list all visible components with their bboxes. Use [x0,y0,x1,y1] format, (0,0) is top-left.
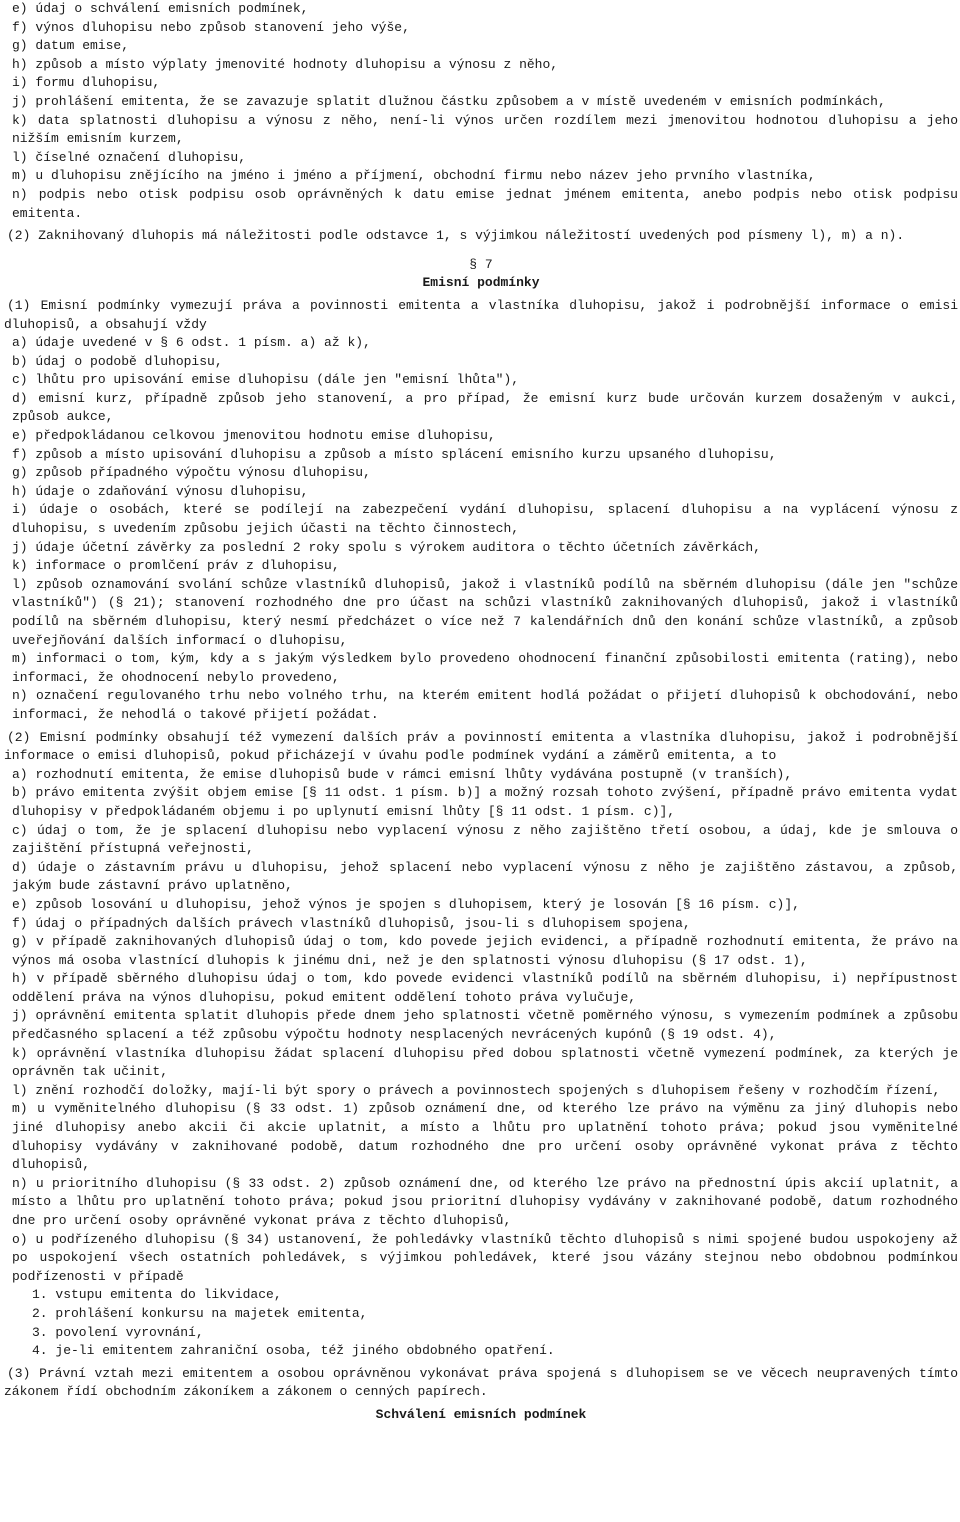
list-item: n) podpis nebo otisk podpisu osob oprávněných k datu emise jednat jménem emitenta, anebo podpis nebo otisk podpisu emitenta. [12,186,958,221]
list-item: m) u dluhopisu znějícího na jméno i jméno a příjmení, obchodní firmu nebo název jeho prvního vlastníka, [12,168,816,184]
next-section-heading: Schválení emisních podmínek [375,1406,587,1422]
list-item: e) způsob losování u dluhopisu, jehož výnos je spojen s dluhopisem, který je losován [§ 16 písm. c)], [12,896,800,912]
list-item: n) u prioritního dluhopisu (§ 33 odst. 2) způsob oznámení dne, od kterého lze právo na přednostní úpis akcií uplatnit, a místo a lhůtu pro uplatnění tohoto práva; pokud jsou prioritní dluhopisy vydávány v zaknihované podobě, datum rozhodného dne pro určení osoby oprávněné vykonat práva z těchto dluhopisů, [12,1175,958,1228]
list-item: h) údaje o zdaňování výnosu dluhopisu, [12,483,309,499]
list-item: h) v případě sběrného dluhopisu údaj o tom, kdo povede evidenci vlastníků podílů na sběrném dluhopisu, i) nepřípustnost oddělení práva na výnos dluhopisu, pokud emitent oddělení tohoto práva vylučuje, [12,971,958,1005]
list-item: k) data splatnosti dluhopisu a výnosu z něho, není-li výnos určen rozdílem mezi jmenovitou hodnotou dluhopisu a jeho nižším emisním kurzem, [12,112,958,147]
top-list [4,0,958,223]
list-item: a) rozhodnutí emitenta, že emise dluhopisů bude v rámci emisní lhůty vydávána postupně (v tranších), [12,766,793,782]
list-item: d) údaje o zástavním právu u dluhopisu, jehož splacení nebo vyplacení výnosu z něho je zajištěno zástavou, a způsob, jakým bude zástavní právo uplatněno, [12,859,958,894]
paragraph-7-1-list [4,334,958,724]
list-item: c) údaj o tom, že je splacení dluhopisu nebo vyplacení výnosu z něho zajištěno třetí osobou, a údaj, kde je smlouva o zajištění přístupná veřejnosti, [12,822,958,857]
list-item: g) v případě zaknihovaných dluhopisů údaj o tom, kdo povede jejich evidenci, a případně rozhodnutí emitenta, že právo na výnos má osoba vlastnící dluhopis k jinému dni, než je den splatnosti výnosu dluhopisu (§ 17 odst. 1), [12,934,958,968]
list-item: f) způsob a místo upisování dluhopisu a způsob a místo splácení emisního kurzu upsaného dluhopisu, [12,446,777,462]
list-item: h) způsob a místo výplaty jmenovité hodnoty dluhopisu a výnosu z něho, [12,56,559,72]
list-item: g) způsob případného výpočtu výnosu dluhopisu, [12,465,371,481]
list-item: f) výnos dluhopisu nebo způsob stanovení jeho výše, [12,19,410,35]
list-item: l) způsob oznamování svolání schůze vlastníků dluhopisů, jakož i vlastníků podílů na sběrném dluhopisu (dále jen "schůze vlastníků") (§ 21); stanovení rozhodného dne pro účast na schůzi vlastníků zaknihovaných dluhopisů, jakož i vlastníků podílů na sběrném dluhopisu, který nesmí předcházet o více než 7 kalendářních dnů den konání schůze vlastníků, a způsob uveřejňování dalších informací o dluhopisu, [12,576,958,648]
list-item: d) emisní kurz, případně způsob jeho stanovení, a pro případ, že emisní kurz bude určován kurzem dosaženým v aukci, způsob aukce, [12,390,958,425]
paragraph-6-2: (2) Zaknihovaný dluhopis má náležitosti podle odstavce 1, s výjimkou náležitostí uvedených pod písmeny l), m) a n). [7,228,905,244]
list-item: l) číselné označení dluhopisu, [12,149,247,165]
sub-list-item: 4. je-li emitentem zahraniční osoba, též jiného obdobného opatření. [32,1343,555,1359]
list-item: l) znění rozhodčí doložky, mají-li být spory o právech a povinnostech spojených s dluhopisem řešeny v rozhodčím řízení, [12,1082,941,1098]
list-item: i) údaje o osobách, které se podílejí na zabezpečení vydání dluhopisu, splacení dluhopisu a na vyplácení výnosu z dluhopisu, s uvedením způsobu jejich účasti na těchto činnostech, [12,502,958,537]
list-item: m) informaci o tom, kým, kdy a s jakým výsledkem bylo provedeno ohodnocení finanční způsobilosti emitenta (rating), nebo informaci, že ohodnocení nebylo provedeno, [12,651,958,685]
list-item: e) údaj o schválení emisních podmínek, [12,1,309,16]
list-item: a) údaje uvedené v § 6 odst. 1 písm. a) až k), [12,335,371,351]
list-item: e) předpokládanou celkovou jmenovitou hodnotu emise dluhopisu, [12,428,496,444]
sub-list-item: 3. povolení vyrovnání, [32,1324,204,1340]
list-item: j) prohlášení emitenta, že se zavazuje splatit dlužnou částku způsobem a v místě uvedeném v emisních podmínkách, [12,93,886,109]
list-item: j) údaje účetní závěrky za poslední 2 roky spolu s výrokem auditora o těchto účetních závěrkách, [12,539,761,555]
sub-list-item: 2. prohlášení konkursu na majetek emitenta, [32,1305,368,1321]
list-item: b) údaj o podobě dluhopisu, [12,353,223,369]
paragraph-7-1-intro: (1) Emisní podmínky vymezují práva a povinnosti emitenta a vlastníka dluhopisu, jakož i podrobnější informace o emisi dluhopisů, a obsahují vždy [4,297,958,332]
section-number: § 7 [469,256,493,272]
sub-list-item: 1. vstupu emitenta do likvidace, [32,1287,282,1303]
list-item: k) oprávnění vlastníka dluhopisu žádat splacení dluhopisu před dobou splatnosti včetně vymezení podmínek, za kterých je oprávněn tak učinit, [12,1045,958,1080]
paragraph-7-2-list [4,766,958,1361]
list-item: c) lhůtu pro upisování emise dluhopisu (dále jen "emisní lhůta"), [12,372,520,388]
list-item: k) informace o promlčení práv z dluhopisu, [12,558,340,574]
list-item: g) datum emise, [12,38,130,54]
list-item: n) označení regulovaného trhu nebo volného trhu, na kterém emitent hodlá požádat o přijetí dluhopisů k obchodování, nebo informaci, že nehodlá o takové přijetí požádat. [12,688,958,722]
list-item: m) u vyměnitelného dluhopisu (§ 33 odst. 1) způsob oznámení dne, od kterého lze právo na výměnu za jiný dluhopis nebo jiné dluhopisy anebo akcii či akcie uplatnit, a místo a lhůtu pro uplatnění tohoto práva; pokud jsou vyměnitelné dluhopisy vydávány v zaknihované podobě, datum rozhodného dne pro určení osoby oprávněné vykonat práva z těchto dluhopisů, [12,1101,958,1173]
paragraph-7-3: (3) Právní vztah mezi emitentem a osobou oprávněnou vykonávat práva spojená s dluhopisem se ve věcech neupravených tímto zákonem řídí obchodním zákoníkem a zákonem o cenných papírech. [4,1365,958,1400]
list-item: f) údaj o případných dalších právech vlastníků dluhopisů, jsou-li s dluhopisem spojena, [12,915,691,931]
paragraph-7-2-intro: (2) Emisní podmínky obsahují též vymezení dalších práv a povinností emitenta a vlastníka dluhopisu, jakož i podrobnější informace o emisi dluhopisů, pokud přicházejí v úvahu podle podmínek vydání a záměrů emitenta, a to [4,729,958,764]
section-title: Emisní podmínky [422,275,540,291]
list-item: o) u podřízeného dluhopisu (§ 34) ustanovení, že pohledávky vlastníků těchto dluhopisů s nimi spojené budou uspokojeny až po uspokojení všech ostatních pohledávek, s výjimkou pohledávek, které jsou vázány stejnou nebo obdobnou podmínkou podřízenosti v případě [12,1231,958,1284]
list-item: b) právo emitenta zvýšit objem emise [§ 11 odst. 1 písm. b)] a možný rozsah tohoto zvýšení, případně právo emitenta vydat dluhopisy v předpokládaném objemu i po uplynutí emisní lhůty [§ 11 odst. 1 písm. c)], [12,785,958,819]
sub-list [4,1286,958,1360]
list-item: j) oprávnění emitenta splatit dluhopis přede dnem jeho splatnosti včetně poměrného výnosu, s vymezením podmínek a způsobu předčasného splacení a též způsobu výpočtu hodnoty nesplacených nevrácených kupónů (§ 19 odst. 4), [12,1008,958,1043]
list-item: i) formu dluhopisu, [12,75,161,91]
